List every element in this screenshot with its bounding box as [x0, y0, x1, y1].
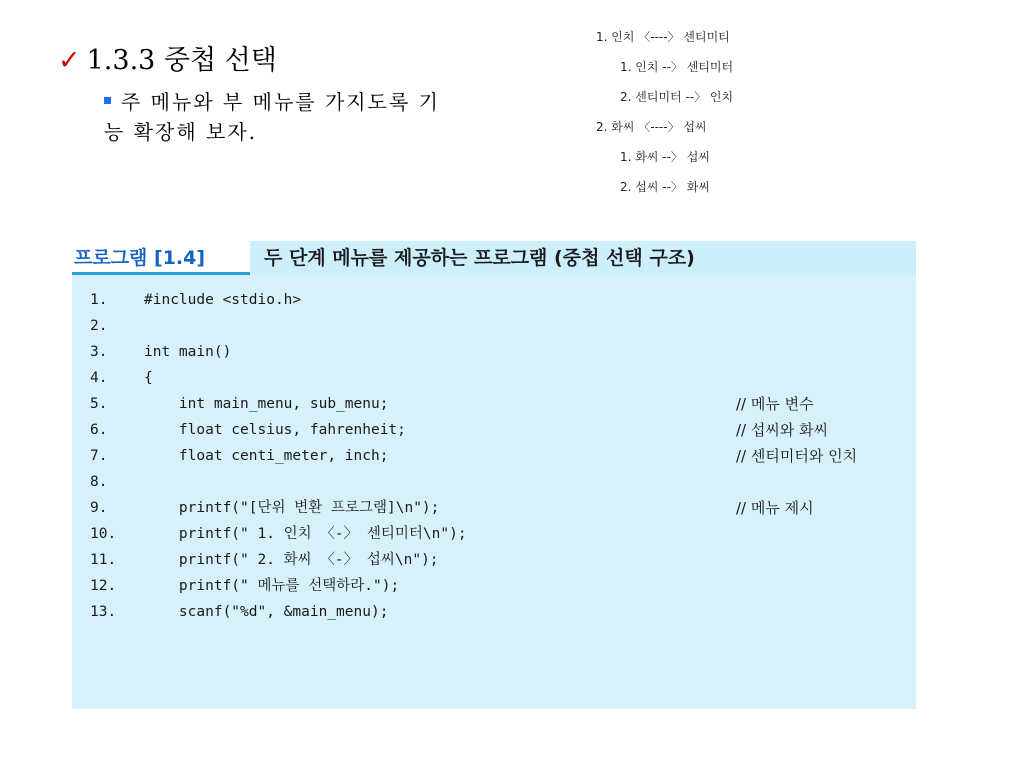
menu-tree — [596, 22, 733, 202]
code-text: printf("[단위 변환 프로그램]\n"); — [144, 500, 440, 516]
code-text: int main() — [144, 344, 232, 360]
line-number: 3. — [90, 344, 108, 360]
code-text: { — [144, 370, 153, 386]
line-number: 7. — [90, 448, 108, 464]
code-line — [72, 365, 916, 391]
line-number: 6. — [90, 422, 108, 438]
code-line — [72, 287, 916, 313]
code-text: printf(" 1. 인치 〈-〉 센티미터\n"); — [144, 526, 467, 542]
slide-title-text: 1.3.3 중첩 선택 — [86, 45, 277, 76]
square-bullet-icon — [104, 97, 111, 104]
code-comment: // 메뉴 제시 — [736, 499, 814, 517]
menu-tree-subitem: 1. 인치 --〉 센티미터 — [620, 60, 734, 74]
code-text: printf(" 2. 화씨 〈-〉 섭씨\n"); — [144, 552, 439, 568]
code-text: printf(" 메뉴를 선택하라."); — [144, 578, 400, 594]
bullet-text-line2: 능 확장해 보자. — [104, 120, 257, 144]
menu-tree-subitem: 1. 화씨 --〉 섭씨 — [620, 150, 710, 164]
code-line — [72, 391, 916, 417]
code-line — [72, 313, 916, 339]
line-number: 5. — [90, 396, 108, 412]
line-number: 8. — [90, 474, 108, 490]
code-line — [72, 573, 916, 599]
code-text: #include <stdio.h> — [144, 292, 302, 308]
line-number: 4. — [90, 370, 108, 386]
code-text: scanf("%d", &main_menu); — [144, 604, 389, 620]
code-line — [72, 599, 916, 625]
menu-tree-subitem: 2. 섭씨 --〉 화씨 — [620, 180, 710, 194]
line-number: 2. — [90, 318, 108, 334]
code-comment: // 메뉴 변수 — [736, 395, 814, 413]
menu-tree-item: 1. 인치 〈----〉 센티미티 — [596, 30, 730, 44]
menu-tree-item: 2. 화씨 〈----〉 섭씨 — [596, 120, 707, 134]
code-line — [72, 495, 916, 521]
line-number: 10. — [90, 526, 117, 542]
line-number: 9. — [90, 500, 108, 516]
code-listing — [72, 275, 916, 709]
code-line — [72, 469, 916, 495]
checkmark-icon: ✓ — [58, 45, 81, 76]
slide-title — [58, 38, 277, 77]
line-number: 11. — [90, 552, 117, 568]
program-label: 프로그램 [1.4] — [72, 241, 250, 275]
program-header — [72, 241, 916, 275]
line-number: 12. — [90, 578, 117, 594]
bullet-point — [104, 87, 564, 147]
code-comment: // 센티미터와 인치 — [736, 447, 858, 465]
code-text: float celsius, fahrenheit; — [144, 422, 406, 438]
code-text: float centi_meter, inch; — [144, 448, 389, 464]
bullet-text-line1: 주 메뉴와 부 메뉴를 가지도록 기 — [121, 90, 440, 114]
line-number: 13. — [90, 604, 117, 620]
code-line — [72, 521, 916, 547]
line-number: 1. — [90, 292, 108, 308]
menu-tree-subitem: 2. 센티미터 --〉 인치 — [620, 90, 734, 104]
program-caption: 두 단계 메뉴를 제공하는 프로그램 (중첩 선택 구조) — [250, 241, 916, 275]
code-line — [72, 443, 916, 469]
code-line — [72, 417, 916, 443]
code-comment: // 섭씨와 화씨 — [736, 421, 829, 439]
code-line — [72, 339, 916, 365]
code-text: int main_menu, sub_menu; — [144, 396, 389, 412]
code-line — [72, 547, 916, 573]
